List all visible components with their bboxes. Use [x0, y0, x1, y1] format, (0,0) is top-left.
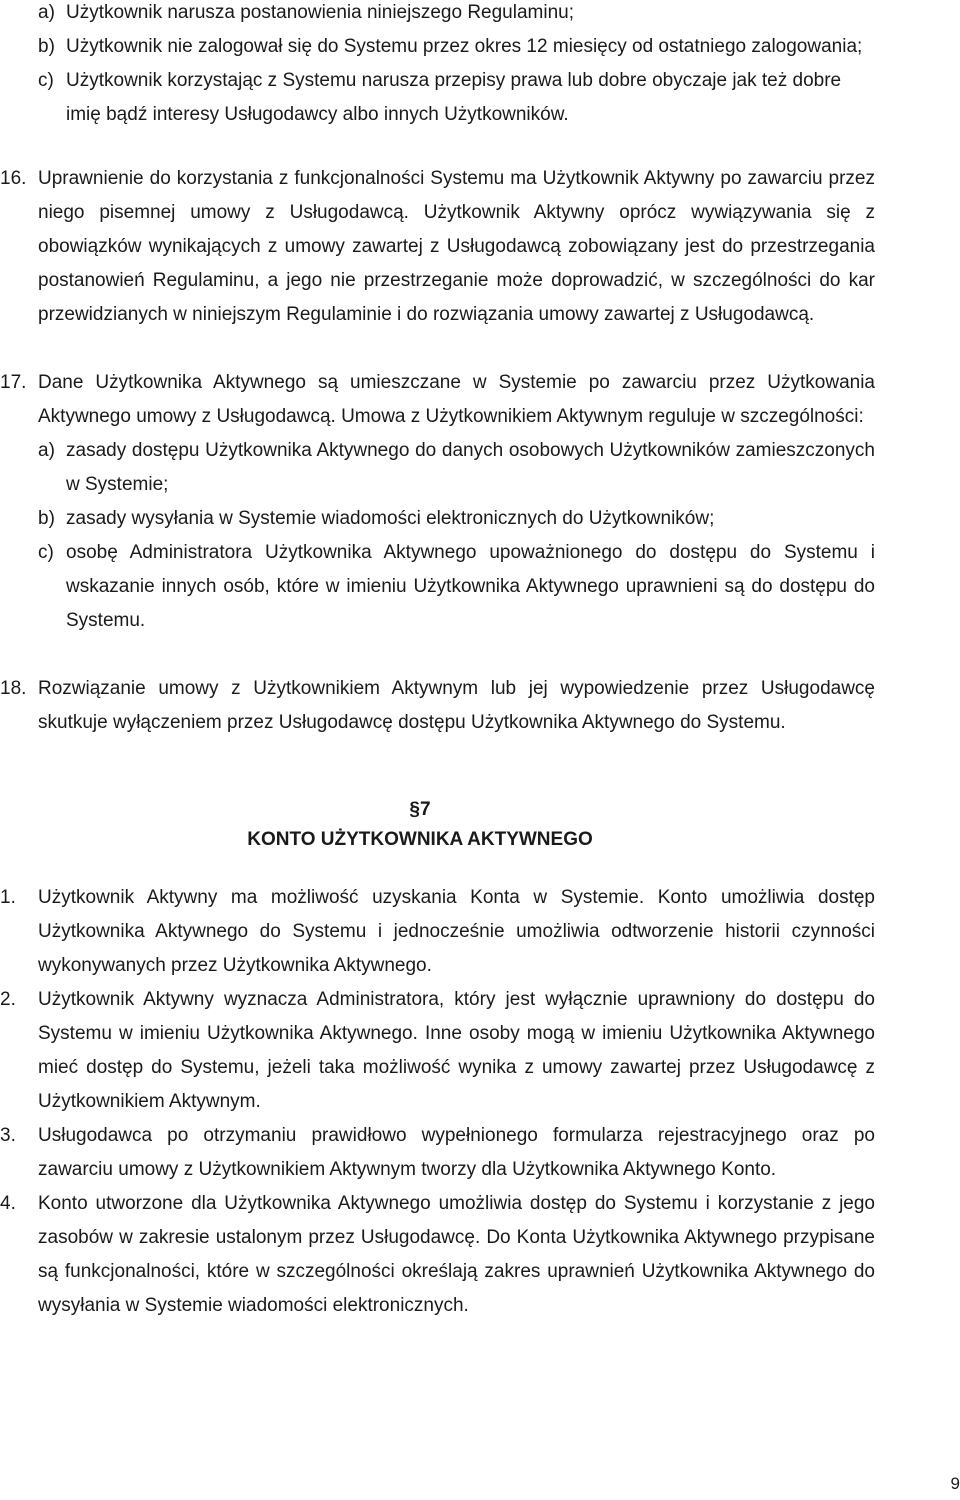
item-number: 2. — [0, 989, 16, 1010]
list-marker: a) — [38, 2, 55, 23]
item-text: Usługodawca po otrzymaniu prawidłowo wypełnionego formularza rejestracyjnego oraz po zawarciu umowy z Użytkownikiem Aktywnym tworzy dla Użytkownika Aktywnego Konto. — [38, 1125, 875, 1180]
paragraph-18 — [0, 672, 875, 740]
list-item — [0, 0, 874, 30]
numbered-item — [0, 1187, 875, 1323]
item-number: 4. — [0, 1193, 16, 1214]
list-item — [0, 30, 874, 64]
list-item — [0, 64, 874, 132]
list-item — [0, 536, 875, 638]
section-title: KONTO UŻYTKOWNIKA AKTYWNEGO — [247, 829, 593, 850]
list-item-text: osobę Administratora Użytkownika Aktywnego upoważnionego do dostępu do Systemu i wskazanie innych osób, które w imieniu Użytkownika Aktywnego uprawnieni są do dostępu do Systemu. — [66, 542, 875, 631]
item-number: 16. — [0, 168, 27, 189]
section-number: §7 — [409, 799, 431, 820]
list-item-text: zasady wysyłania w Systemie wiadomości elektronicznych do Użytkowników; — [66, 508, 715, 529]
konto-items — [0, 881, 875, 1323]
item-text: Uprawnienie do korzystania z funkcjonalności Systemu ma Użytkownik Aktywny po zawarciu przez niego pisemnej umowy z Usługodawcą. Użytkownik Aktywny oprócz wywiązywania się z obowiązków wynikających z umowy zawartej z Usługodawcą zobowiązany jest do przestrzegania postanowień Regulaminu, a jego nie przestrzeganie może doprowadzić, w szczególności do kar przewidzianych w niniejszym Regulaminie i do rozwiązania umowy zawartej z Usługodawcą. — [38, 168, 875, 325]
item-number: 18. — [0, 678, 27, 699]
item-text: Rozwiązanie umowy z Użytkownikiem Aktywnym lub jej wypowiedzenie przez Usługodawcę skutkuje wyłączeniem przez Usługodawcę dostępu Użytkownika Aktywnego do Systemu. — [38, 678, 875, 733]
top-sub-items — [0, 0, 874, 132]
list-marker: a) — [38, 440, 55, 461]
list-marker: b) — [38, 508, 55, 529]
page-number: 9 — [950, 1474, 960, 1493]
numbered-item — [0, 1119, 875, 1187]
numbered-item — [0, 162, 875, 332]
numbered-item — [0, 366, 875, 434]
paragraph-17 — [0, 366, 875, 638]
list-item-text: zasady dostępu Użytkownika Aktywnego do danych osobowych Użytkowników zamieszczonych w Systemie; — [66, 440, 875, 495]
list-item — [0, 502, 875, 536]
paragraph-16 — [0, 162, 875, 332]
list-item — [0, 434, 875, 502]
item-text: Użytkownik Aktywny ma możliwość uzyskania Konta w Systemie. Konto umożliwia dostęp Użytkownika Aktywnego do Systemu i jednocześnie umożliwia odtworzenie historii czynności wykonywanych przez Użytkownika Aktywnego. — [38, 887, 875, 976]
list-item-text: Użytkownik korzystając z Systemu narusza przepisy prawa lub dobre obyczaje jak też dobre imię bądź interesy Usługodawcy albo innych Użytkowników. — [66, 70, 842, 125]
list-marker: b) — [38, 36, 55, 57]
list-marker: c) — [38, 542, 54, 563]
item-number: 17. — [0, 372, 27, 393]
list-item-text: Użytkownik nie zalogował się do Systemu przez okres 12 miesięcy od ostatniego zalogowania; — [66, 36, 863, 57]
list-marker: c) — [38, 70, 54, 91]
item-number: 3. — [0, 1125, 16, 1146]
item-text: Użytkownik Aktywny wyznacza Administratora, który jest wyłącznie uprawniony do dostępu do Systemu w imieniu Użytkownika Aktywnego. Inne osoby mogą w imieniu Użytkownika Aktywnego mieć dostęp do Systemu, jeżeli taka możliwość wynika z umowy zawartej przez Usługodawcę z Użytkownikiem Aktywnym. — [38, 989, 875, 1112]
numbered-item — [0, 672, 875, 740]
item-text: Konto utworzone dla Użytkownika Aktywnego umożliwia dostęp do Systemu i korzystanie z jego zasobów w zakresie ustalonym przez Usługodawcę. Do Konta Użytkownika Aktywnego przypisane są funkcjonalności, które w szczególności określają zakres uprawnień Użytkownika Aktywnego do wysyłania w Systemie wiadomości elektronicznych. — [38, 1193, 875, 1316]
item-text: Dane Użytkownika Aktywnego są umieszczane w Systemie po zawarciu przez Użytkowania Aktywnego umowy z Usługodawcą. Umowa z Użytkownikiem Aktywnym reguluje w szczególności: — [38, 372, 875, 427]
numbered-item — [0, 881, 875, 983]
item-number: 1. — [0, 887, 16, 908]
numbered-item — [0, 983, 875, 1119]
list-item-text: Użytkownik narusza postanowienia niniejszego Regulaminu; — [66, 2, 574, 23]
